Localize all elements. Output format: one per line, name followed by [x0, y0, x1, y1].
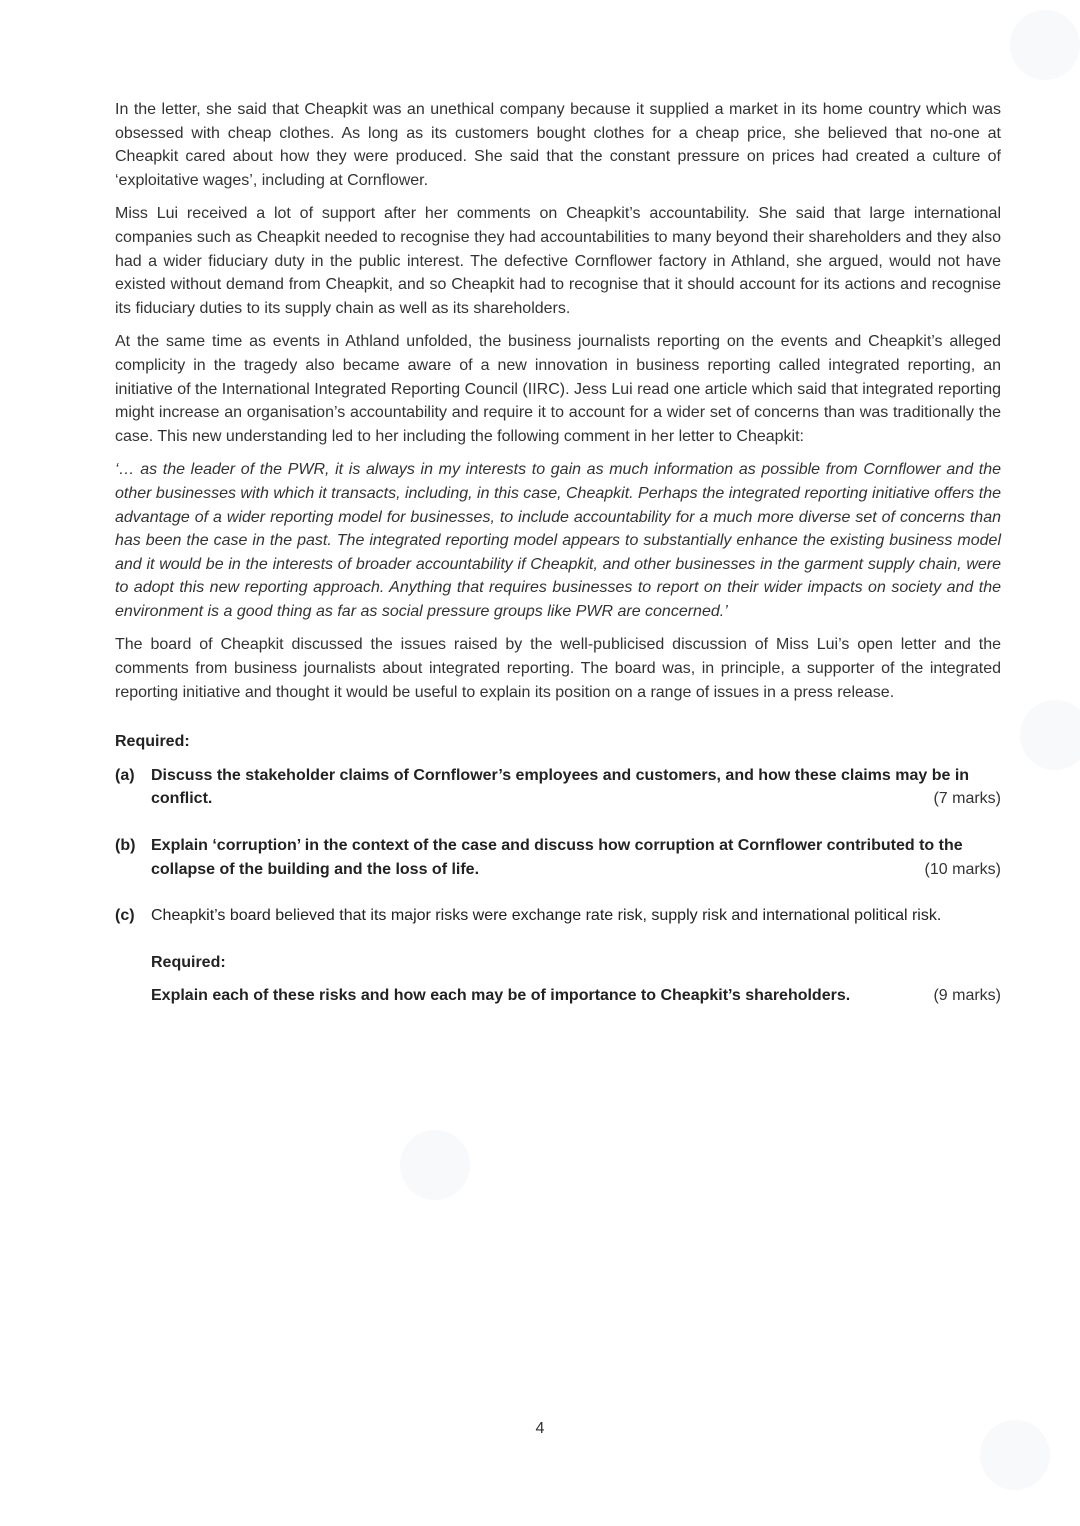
question-marks: (10 marks)	[924, 860, 1001, 878]
question-text: Explain ‘corruption’ in the context of the case and discuss how corruption at Cornflower contributed to the	[151, 837, 963, 855]
question-body	[151, 904, 1001, 1008]
paragraph-board: The board of Cheapkit discussed the issues raised by the well-publicised discussion of Miss Lui’s open letter and the comments from business journalists about integrated reporting. The board was, in principle, a supporter of the integrated reporting initiative and thought it would be useful to explain its position on a range of issues in a press release.	[115, 636, 1001, 701]
question-a	[115, 764, 1001, 811]
watermark-logo	[1010, 10, 1080, 80]
watermark-logo	[400, 1130, 470, 1200]
paragraph-accountability: Miss Lui received a lot of support after her comments on Cheapkit’s accountability. She said that large international companies such as Cheapkit needed to recognise they had accountabilities to many beyond their shareholders and they also had a wider fiduciary duty in the public interest. The defective Cornflower factory in Athland, she argued, would not have existed without demand from Cheapkit, and so Cheapkit had to recognise that it should account for its actions and recognise its fiduciary duties to its supply chain as well as its shareholders.	[115, 205, 1001, 317]
question-text: Discuss the stakeholder claims of Cornflower’s employees and customers, and how these claims may be in	[151, 766, 970, 784]
paragraph-integrated-reporting: At the same time as events in Athland unfolded, the business journalists reporting on the events and Cheapkit’s alleged complicity in the tragedy also became aware of a new innovation in business reporting called integrated reporting, an initiative of the International Integrated Reporting Council (IIRC). Jess Lui read one article which said that integrated reporting might increase an organisation’s accountability and require it to account for a wider set of concerns than was traditionally the case. This new understanding led to her including the following comment in her letter to Cheapkit:	[115, 333, 1001, 445]
document-page	[115, 98, 1001, 1031]
question-text: Cheapkit’s board believed that its major risks were exchange rate risk, supply risk and international political risk.	[151, 907, 942, 925]
question-marks: (7 marks)	[933, 790, 1001, 808]
page-number: 4	[535, 1420, 545, 1437]
question-label: (c)	[115, 907, 135, 925]
question-required-heading: Required:	[151, 953, 226, 971]
question-marks-line	[151, 858, 1001, 882]
question-c	[115, 904, 1001, 1008]
question-b	[115, 834, 1001, 881]
question-marks: (9 marks)	[933, 987, 1001, 1005]
paragraph-quote: ‘… as the leader of the PWR, it is always in my interests to gain as much information as possible from Cornflower and the other businesses with which it transacts, including, in this case, Cheapkit. Perhaps the integrated reporting initiative offers the advantage of a wider reporting model for businesses, to include accountability for a much more diverse set of concerns than has been the case in the past. The integrated reporting model appears to substantially enhance the existing business model and it would be in the interests of broader accountability if Cheapkit, and other businesses in the garment supply chain, were to adopt this new reporting approach. Anything that requires businesses to report on their wider impacts on society and the environment is a good thing as far as social pressure groups like PWR are concerned.’	[115, 461, 1001, 620]
question-label: (a)	[115, 766, 135, 784]
question-task-line	[151, 984, 1001, 1008]
question-task: Explain each of these risks and how each may be of importance to Cheapkit’s shareholders.	[151, 987, 851, 1005]
question-marks-line	[151, 787, 1001, 811]
watermark-logo	[1020, 700, 1080, 770]
question-body	[151, 834, 1001, 881]
required-heading: Required:	[115, 733, 190, 751]
question-body	[151, 764, 1001, 811]
question-label: (b)	[115, 837, 136, 855]
question-text-continued: conflict.	[151, 790, 213, 808]
question-text-continued: collapse of the building and the loss of life.	[151, 860, 480, 878]
paragraph-letter: In the letter, she said that Cheapkit was an unethical company because it supplied a market in its home country which was obsessed with cheap clothes. As long as its customers bought clothes for a cheap price, she believed that no-one at Cheapkit cared about how they were produced. She said that the constant pressure on prices had created a culture of ‘exploitative wages’, including at Cornflower.	[115, 101, 1001, 189]
